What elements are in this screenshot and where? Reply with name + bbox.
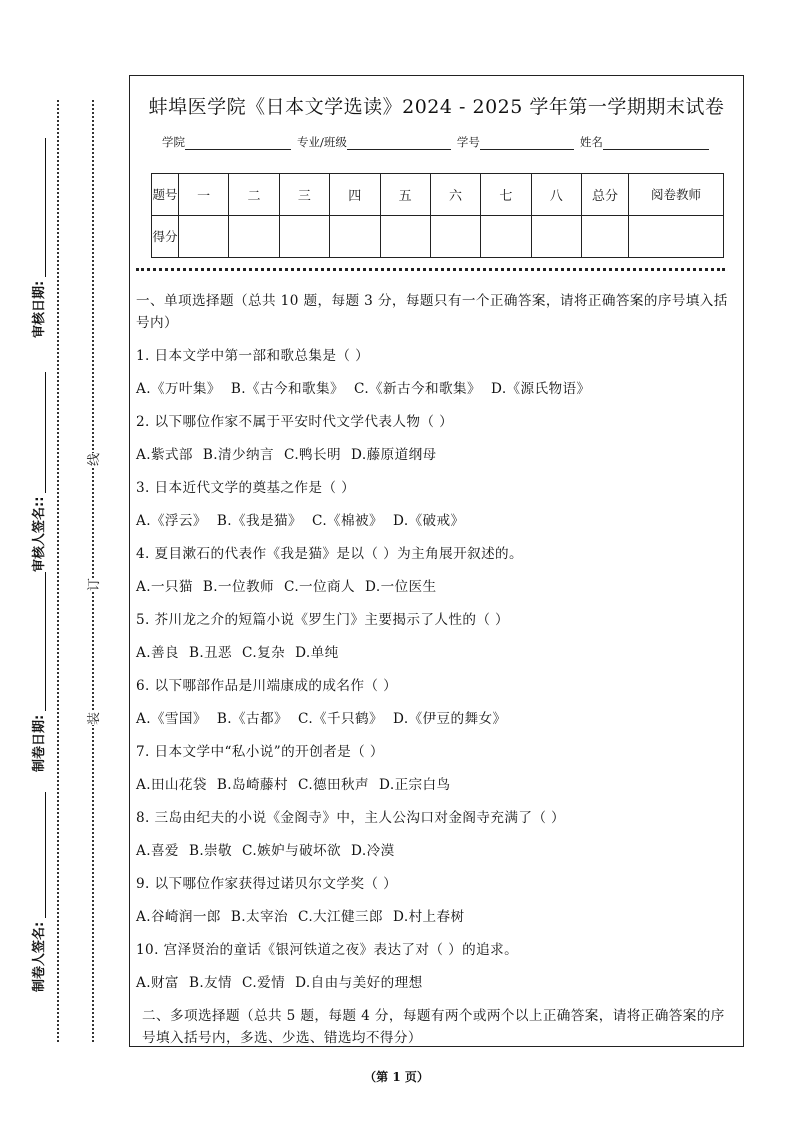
score-cell[interactable]	[229, 216, 279, 258]
option: A.喜爱	[136, 843, 179, 859]
option: C.鸭长明	[284, 447, 342, 463]
dotted-separator	[136, 268, 725, 271]
option: A.《浮云》	[136, 513, 207, 529]
question-text: 3. 日本近代文学的奠基之作是（ ）	[136, 480, 356, 496]
col-4: 四	[330, 174, 380, 216]
option: C.嫉妒与破坏欲	[242, 843, 342, 859]
question-options	[136, 906, 737, 928]
row-label-question-no: 题号	[152, 174, 179, 216]
col-5: 五	[380, 174, 430, 216]
score-table-score-row	[152, 216, 724, 258]
option: C.《千只鹤》	[298, 711, 384, 727]
col-2: 二	[229, 174, 279, 216]
col-grader: 阅卷教师	[629, 174, 724, 216]
option: D.正宗白鸟	[379, 777, 451, 793]
option: D.《源氏物语》	[491, 381, 591, 397]
col-1: 一	[179, 174, 229, 216]
score-cell[interactable]	[279, 216, 329, 258]
question-options	[136, 444, 737, 466]
student-info-row	[162, 134, 715, 150]
option: A.一只猫	[136, 579, 193, 595]
question-options	[136, 840, 737, 862]
exam-title: 蚌埠医学院《日本文学选读》2024 - 2025 学年第一学期期末试卷	[148, 96, 725, 118]
make-date-line	[45, 572, 46, 711]
page-number: （第 1 页）	[364, 1070, 429, 1084]
review-date-field	[28, 138, 52, 338]
section1-heading: 一、单项选择题（总共 10 题，每题 3 分，每题只有一个正确答案，请将正确答案的序号填入括号内）	[136, 293, 728, 331]
col-total: 总分	[582, 174, 629, 216]
option: D.村上春树	[393, 909, 465, 925]
major-label: 专业/班级	[297, 135, 347, 149]
score-table	[151, 173, 724, 258]
option: A.《雪国》	[136, 711, 207, 727]
score-cell[interactable]	[430, 216, 480, 258]
option: B.太宰治	[230, 909, 289, 925]
binding-dotted-line-right	[92, 100, 94, 1042]
score-cell[interactable]	[380, 216, 430, 258]
score-cell-grader[interactable]	[629, 216, 724, 258]
col-7: 七	[481, 174, 531, 216]
exam-frame	[129, 75, 744, 1047]
option: B.崇敬	[188, 843, 233, 859]
college-label: 学院	[162, 135, 185, 149]
question-options	[136, 576, 737, 598]
exam-content	[136, 290, 737, 1060]
option: C.《棉被》	[312, 513, 384, 529]
question-options	[136, 708, 737, 730]
question-text: 1. 日本文学中第一部和歌总集是（ ）	[136, 348, 370, 364]
make-sign-line	[45, 792, 46, 918]
score-table-header-row	[152, 174, 724, 216]
question-text: 9. 以下哪位作家获得过诺贝尔文学奖（ ）	[136, 876, 398, 892]
option: B.清少纳言	[202, 447, 275, 463]
section2-heading: 二、多项选择题（总共 5 题，每题 4 分，每题有两个或两个以上正确答案，请将正确答案的序号填入括号内，多选、少选、错选均不得分）	[142, 1008, 725, 1046]
option: B.《古都》	[216, 711, 289, 727]
question-options	[136, 378, 737, 400]
option: C.德田秋声	[298, 777, 370, 793]
review-sign-line	[45, 372, 46, 493]
col-8: 八	[531, 174, 581, 216]
option: B.丑恶	[188, 645, 233, 661]
option: B.岛崎藤村	[216, 777, 289, 793]
option: A.《万叶集》	[136, 381, 221, 397]
question-options	[136, 642, 737, 664]
question-text: 10. 宫泽贤治的童话《银河铁道之夜》表达了对（ ）的追求。	[136, 942, 519, 958]
student-id-field[interactable]	[480, 137, 574, 150]
question-options	[136, 774, 737, 796]
score-cell[interactable]	[179, 216, 229, 258]
col-3: 三	[279, 174, 329, 216]
option: C.《新古今和歌集》	[354, 381, 481, 397]
make-date-field	[28, 572, 52, 772]
option: A.善良	[136, 645, 179, 661]
option: D.单纯	[295, 645, 339, 661]
make-date-label: 制卷日期:	[32, 714, 47, 772]
score-cell-total[interactable]	[582, 216, 629, 258]
major-field[interactable]	[347, 137, 451, 150]
score-cell[interactable]	[481, 216, 531, 258]
name-label: 姓名	[579, 135, 603, 149]
question-options	[136, 972, 737, 994]
question-text: 2. 以下哪位作家不属于平安时代文学代表人物（ ）	[136, 414, 454, 430]
binding-dotted-line-left	[57, 100, 59, 1042]
review-date-line	[45, 138, 46, 277]
option: A.田山花袋	[136, 777, 207, 793]
question-text: 4. 夏目漱石的代表作《我是猫》是以（ ）为主角展开叙述的。	[136, 546, 524, 562]
college-field[interactable]	[185, 137, 291, 150]
question-text: 5. 芥川龙之介的短篇小说《罗生门》主要揭示了人性的（ ）	[136, 612, 510, 628]
question-text: 8. 三岛由纪夫的小说《金阁寺》中，主人公沟口对金阁寺充满了（ ）	[136, 810, 566, 826]
review-date-label: 审核日期:	[32, 280, 47, 338]
score-cell[interactable]	[330, 216, 380, 258]
score-cell[interactable]	[531, 216, 581, 258]
student-id-label: 学号	[456, 135, 480, 149]
col-6: 六	[430, 174, 480, 216]
question-options	[136, 510, 737, 532]
option: B.《我是猫》	[216, 513, 303, 529]
option: A.谷崎润一郎	[136, 909, 221, 925]
binding-mark-zhuang: 装	[81, 712, 104, 725]
option: A.财富	[136, 975, 179, 991]
option: C.复杂	[242, 645, 286, 661]
question-text: 6. 以下哪部作品是川端康成的成名作（ ）	[136, 678, 398, 694]
option: C.一位商人	[284, 579, 356, 595]
review-sign-field	[28, 372, 52, 572]
row-label-score: 得分	[152, 216, 179, 258]
question-list	[136, 345, 737, 994]
option: A.紫式部	[136, 447, 193, 463]
option: C.大江健三郎	[298, 909, 384, 925]
binding-mark-ding: 订	[81, 578, 104, 591]
option: B.一位教师	[202, 579, 275, 595]
name-field[interactable]	[603, 137, 709, 150]
option: B.友情	[188, 975, 233, 991]
option: D.《破戒》	[393, 513, 465, 529]
review-sign-label: 审核人签名::	[32, 496, 47, 572]
binding-mark-xian: 线	[81, 453, 104, 466]
option: D.自由与美好的理想	[295, 975, 423, 991]
option: D.一位医生	[365, 579, 437, 595]
option: B.《古今和歌集》	[230, 381, 344, 397]
option: C.爱情	[242, 975, 286, 991]
make-sign-field	[28, 792, 52, 992]
option: D.藤原道纲母	[351, 447, 437, 463]
make-sign-label: 制卷人签名:	[32, 921, 47, 992]
option: D.《伊豆的舞女》	[393, 711, 507, 727]
question-text: 7. 日本文学中“私小说”的开创者是（ ）	[136, 744, 384, 760]
option: D.冷漠	[351, 843, 395, 859]
